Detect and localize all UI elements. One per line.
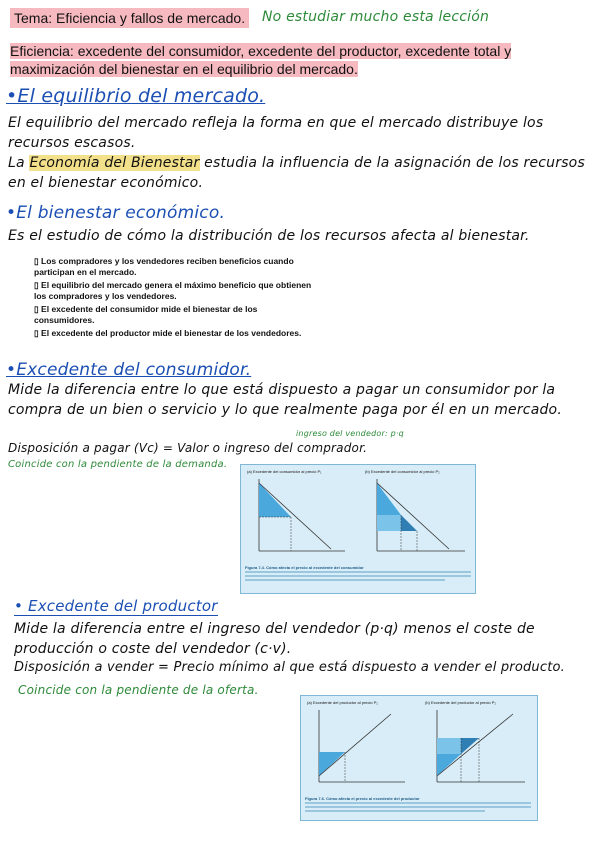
graph-left [319,710,405,782]
caption-line [305,802,531,804]
graph-right [437,710,525,782]
list-item: ▯ El excedente del consumidor mide el bienestar de los consumidores. [34,304,258,325]
list-item: ▯ Los compradores y los vendedores reciben beneficios cuando participan en el mercado. [34,256,294,277]
figure-right-title: (b) Excedente del productor al precio P₂ [425,700,496,705]
producer-surplus-definition: Mide la diferencia entre el ingreso del vendedor (p·q) menos el coste de producción o coste del vendedor (c·v). [14,621,535,657]
welfare-bullet-list [34,256,314,339]
section-title-consumer-surplus: •Excedente del consumidor. [6,360,252,380]
seller-income-note: ingreso del vendedor: p·q [296,429,404,438]
consumer-surplus-figure [240,464,476,594]
topic-label: Tema: Eficiencia y fallos de mercado. [10,10,249,26]
producer-surplus-figure [300,695,538,821]
supply-slope-note: Coincide con la pendiente de la oferta. [18,683,259,697]
figure-caption: Figura 7.6. Cómo afecta el precio al excedente del productor [305,796,420,801]
figure-caption: Figura 7.4. Cómo afecta el precio al excedente del consumidor [245,565,364,570]
efficiency-definition: Eficiencia: excedente del consumidor, excedente del productor, excedente total y maximización del bienestar en el equilibrio del mercado. [10,43,512,77]
equilibrium-paragraph: El equilibrio del mercado refleja la forma en que el mercado distribuye los recursos escasos. [8,115,544,151]
section-title-welfare: •El bienestar económico. [6,203,226,223]
consumer-surplus-graphs [241,465,475,565]
figure-left-title: (a) Excedente del productor al precio P₁ [307,700,378,705]
list-item: ▯ El equilibrio del mercado genera el máximo beneficio que obtienen los compradores y los vendedores. [34,280,312,301]
welfare-economics-paragraph: La Economía del Bienestar estudia la influencia de la asignación de los recursos en el bienestar económico. [8,155,585,191]
list-item: ▯ El excedente del productor mide el bienestar de los vendedores. [34,328,302,338]
willingness-to-pay: Disposición a pagar (Vc) = Valor o ingreso del comprador. [8,441,368,455]
figure-left-title: (a) Excedente del consumidor al precio P₁ [247,469,322,474]
section-title-equilibrium: •El equilibrio del mercado. [6,85,266,107]
caption-line [305,810,485,812]
caption-line [245,575,471,577]
welfare-definition: Es el estudio de cómo la distribución de los recursos afecta al bienestar. [8,228,530,244]
consumer-surplus-definition: Mide la diferencia entre lo que está dispuesto a pagar un consumidor por la compra de un bien o servicio y lo que realmente paga por él en un mercado. [8,382,562,418]
graph-left [259,479,345,551]
topic-note: No estudiar mucho esta lección [262,9,490,25]
graph-right [377,479,465,551]
caption-line [245,571,471,573]
producer-surplus-graphs [301,696,537,796]
welfare-economics-highlight: Economía del Bienestar [29,155,200,171]
figure-right-title: (b) Excedente del consumidor al precio P₂ [365,469,440,474]
caption-line [245,579,445,581]
demand-slope-note: Coincide con la pendiente de la demanda. [8,459,228,470]
caption-line [305,806,531,808]
willingness-to-sell: Disposición a vender = Precio mínimo al que está dispuesto a vender el producto. [14,660,566,675]
section-title-producer-surplus: • Excedente del productor [14,597,218,615]
